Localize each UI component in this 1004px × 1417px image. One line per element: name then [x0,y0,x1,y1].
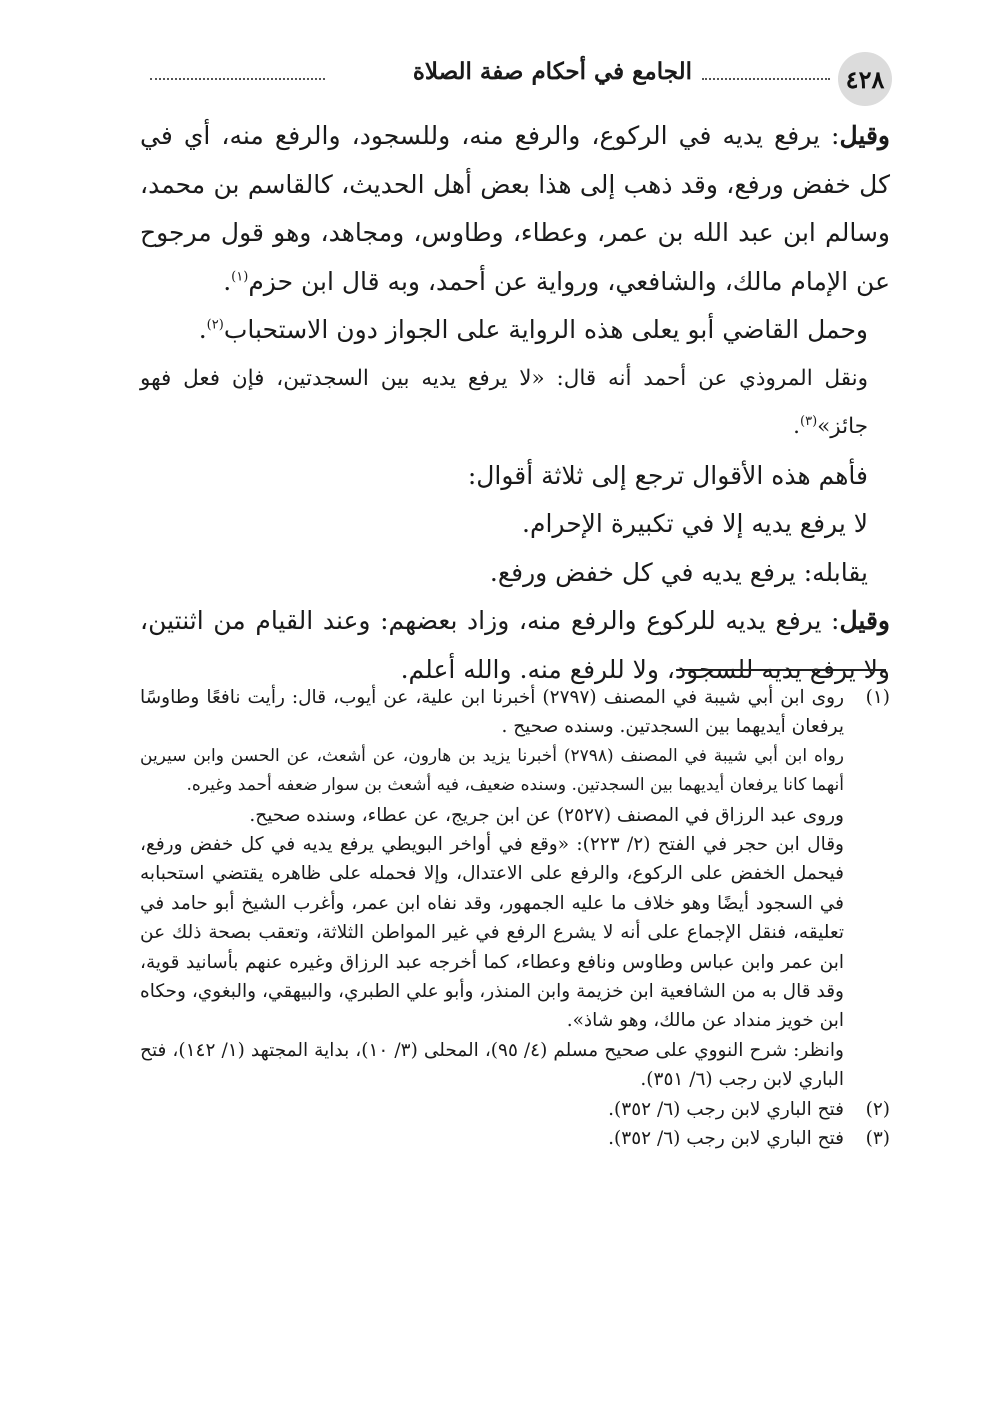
header-dotted-rule-right [702,78,830,80]
page-number: ٤٢٨ [838,52,892,106]
footnote-separator [676,669,886,671]
footnote-continuation: وروى عبد الرزاق في المصنف (٢٥٢٧) عن ابن جريج، عن عطاء، وسنده صحيح. [249,804,844,826]
paragraph: ونقل المروذي عن أحمد أنه قال: «لا يرفع يديه بين السجدتين، فإن فعل فهو جائز»$^{(٣)}$. [140,365,868,439]
paragraph: فأهم هذه الأقوال ترجع إلى ثلاثة أقوال: [467,460,868,490]
paragraph: وحمل القاضي أبو يعلى هذه الرواية على الجواز دون الاستحباب$^{(٢)}$. [198,315,868,344]
paragraph-text: وحمل القاضي أبو يعلى هذه الرواية على الجواز دون الاستحباب [223,315,868,344]
paragraph-lead: وقيل [839,121,890,150]
paragraph-text: : يرفع يديه في الركوع، والرفع منه، وللسجود، والرفع منه، أي في كل خفض ورفع، وقد ذهب إلى هذا بعض أهل الحديث، كالقاسم بن محمد، وسالم ابن عبد الله بن عمر، وعطاء، وطاوس، ومجاهد، وهو قول مرجوح عن الإمام مالك، والشافعي، ورواية عن أحمد، وبه قال ابن حزم [140,121,890,296]
footnote-continuation: وقال ابن حجر في الفتح (٢/ ٢٢٣): «وقع في أواخر البويطي يرفع يديه في كل خفض ورفع، فيحمل الخفض على الركوع، والرفع على الاعتدال، وإلا فحمله على ظاهره يقتضي استحبابه في السجود أيضًا وهو خلاف ما عليه الجمهور، وقد نفاه ابن عمر، وأغرب الشيخ أبو حامد في تعليقه، فنقل الإجماع على أنه لا يشرع الرفع في غير المواطن الثلاثة، وتعقب بصحة ذلك عن ابن عمر وابن عباس وطاوس ونافع وعطاء، كما أخرجه عبد الرزاق وغيره عنهم بأسانيد قوية، وقد قال به من الشافعية ابن خزيمة وابن المنذر، وأبو علي الطبري، والبيهقي، والبغوي، وحكاه ابن خويز منداد عن مالك، وهو شاذ». [140,834,844,1032]
footnote-text: روى ابن أبي شيبة في المصنف (٢٧٩٧) أخبرنا ابن علية، عن أيوب، قال: رأيت نافعًا وطاوسًا يرفعان أيديهما بين السجدتين. وسنده صحيح . [140,687,844,738]
footnote-continuation: وانظر: شرح النووي على صحيح مسلم (٤/ ٩٥)، المحلى (٣/ ١٠)، بداية المجتهد (١/ ١٤٢)، فتح الباري لابن رجب (٦/ ٣٥١). [140,1039,844,1091]
paragraph-text: ونقل المروذي عن أحمد أنه قال: «لا يرفع يديه بين السجدتين، فإن فعل فهو جائز» [140,365,868,439]
book-title: الجامع في أحكام صفة الصلاة [412,58,692,85]
page-header [140,40,892,102]
footnote-marker: (١) [865,687,890,708]
paragraph-lead: وقيل [839,606,890,635]
footnote-1 [140,683,890,742]
footnote-continuation: رواه ابن أبي شيبة في المصنف (٢٧٩٨) أخبرنا يزيد بن هارون، عن أشعث، عن الحسن وابن سيرين أنهما كانا يرفعان أيديهما بين السجدتين. وسنده ضعيف، فيه أشعث بن سوار ضعفه أحمد وغيره. [140,745,844,796]
paragraph: يقابله: يرفع يديه في كل خفض ورفع. [489,557,868,587]
main-text [140,112,890,694]
paragraph: وقيل: يرفع يديه في الركوع، والرفع منه، وللسجود، والرفع منه، أي في كل خفض ورفع، وقد ذهب إلى هذا بعض أهل الحديث، كالقاسم بن محمد، وسالم ابن عبد الله بن عمر، وعطاء، وطاوس، ومجاهد، وهو قول مرجوح عن الإمام مالك، والشافعي، ورواية عن أحمد، وبه قال ابن حزم$^{(١)}$. [140,121,890,296]
footnote-text: فتح الباري لابن رجب (٦/ ٣٥٢). [608,1098,844,1120]
footnote-marker: (٣) [865,1128,890,1150]
footnotes [140,683,890,1154]
footnote-ref[interactable]: (٣) [800,413,818,429]
footnote-2 [140,1095,890,1124]
footnote-ref[interactable]: (١) [231,269,249,285]
paragraph-text: : يرفع يديه للركوع والرفع منه، وزاد بعضهم: وعند القيام من اثنتين، ولا يرفع يديه للسجود، ولا للرفع منه. والله أعلم. [140,606,890,684]
paragraph [140,597,890,694]
footnote-marker: (٢) [865,1098,890,1120]
footnote-text: فتح الباري لابن رجب (٦/ ٣٥٢). [608,1128,844,1150]
footnote-3 [140,1124,890,1153]
header-dotted-rule-left [150,78,325,80]
footnote-ref[interactable]: (٢) [206,317,224,333]
paragraph: لا يرفع يديه إلا في تكبيرة الإحرام. [522,509,868,538]
